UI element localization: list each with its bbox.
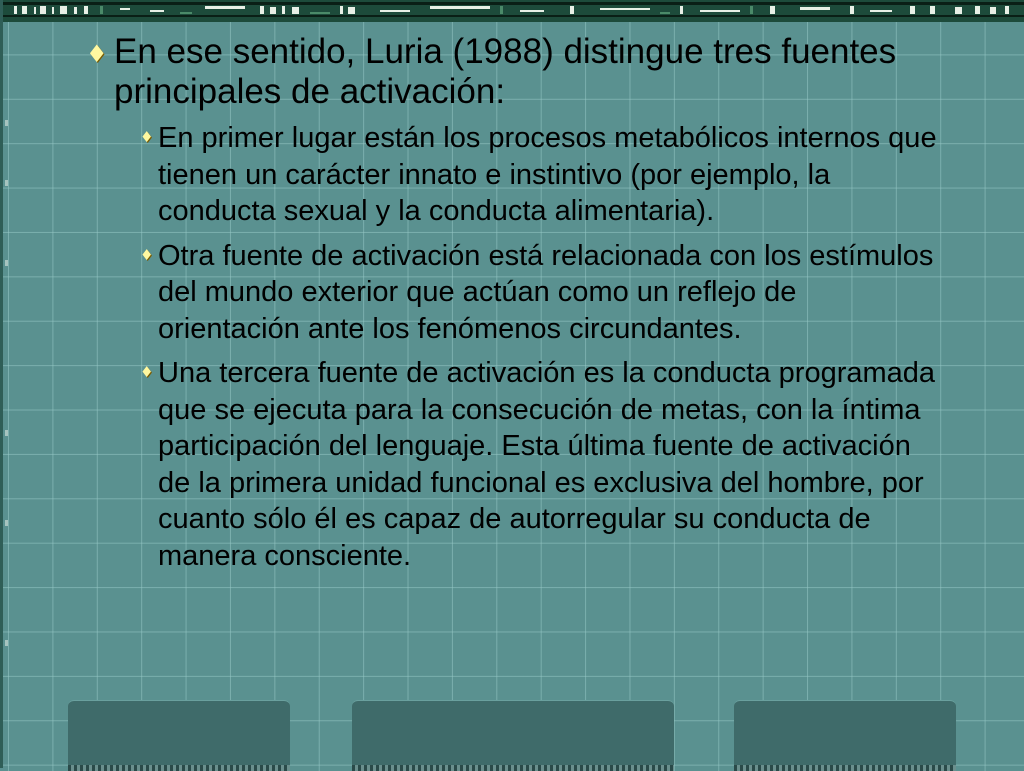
diamond-bullet-icon: ♦ <box>140 363 154 381</box>
main-bullet <box>86 32 986 112</box>
side-decoration <box>0 0 14 768</box>
sub-bullet <box>140 355 986 574</box>
sub-bullet-text: En primer lugar están los procesos metabólicos internos que tienen un carácter innato e instintivo (por ejemplo, la conducta sexual y la conducta alimentaria). <box>158 122 937 227</box>
sub-bullet <box>140 238 986 348</box>
diamond-bullet-icon: ♦ <box>140 245 154 264</box>
diamond-bullet-icon: ♦ <box>140 128 154 146</box>
sub-bullet-text: Otra fuente de activación está relacionada con los estímulos del mundo exterior que actúan como un reflejo de orientación ante los fenómenos circundantes. <box>158 239 934 345</box>
slide-content <box>86 32 986 582</box>
sub-bullet-text: Una tercera fuente de activación es la conducta programada que se ejecuta para la consecución de metas, con la íntima participación del lenguaje. Esta última fuente de activación de la primera unidad funcional es exclusiva del hombre, por cuanto sólo él es capaz de autorregular su conducta de manera consciente. <box>158 357 936 572</box>
diamond-bullet-icon: ♦ <box>86 40 108 68</box>
circuit-board-decoration <box>0 0 1024 22</box>
sub-bullet <box>140 120 986 230</box>
footer-panel-left <box>68 700 290 771</box>
main-bullet-text: En ese sentido, Luria (1988) distingue tres fuentes principales de activación: <box>114 32 897 111</box>
footer-panel-center <box>352 700 674 771</box>
footer-panel-right <box>734 700 956 771</box>
sub-bullet-list <box>140 120 986 574</box>
